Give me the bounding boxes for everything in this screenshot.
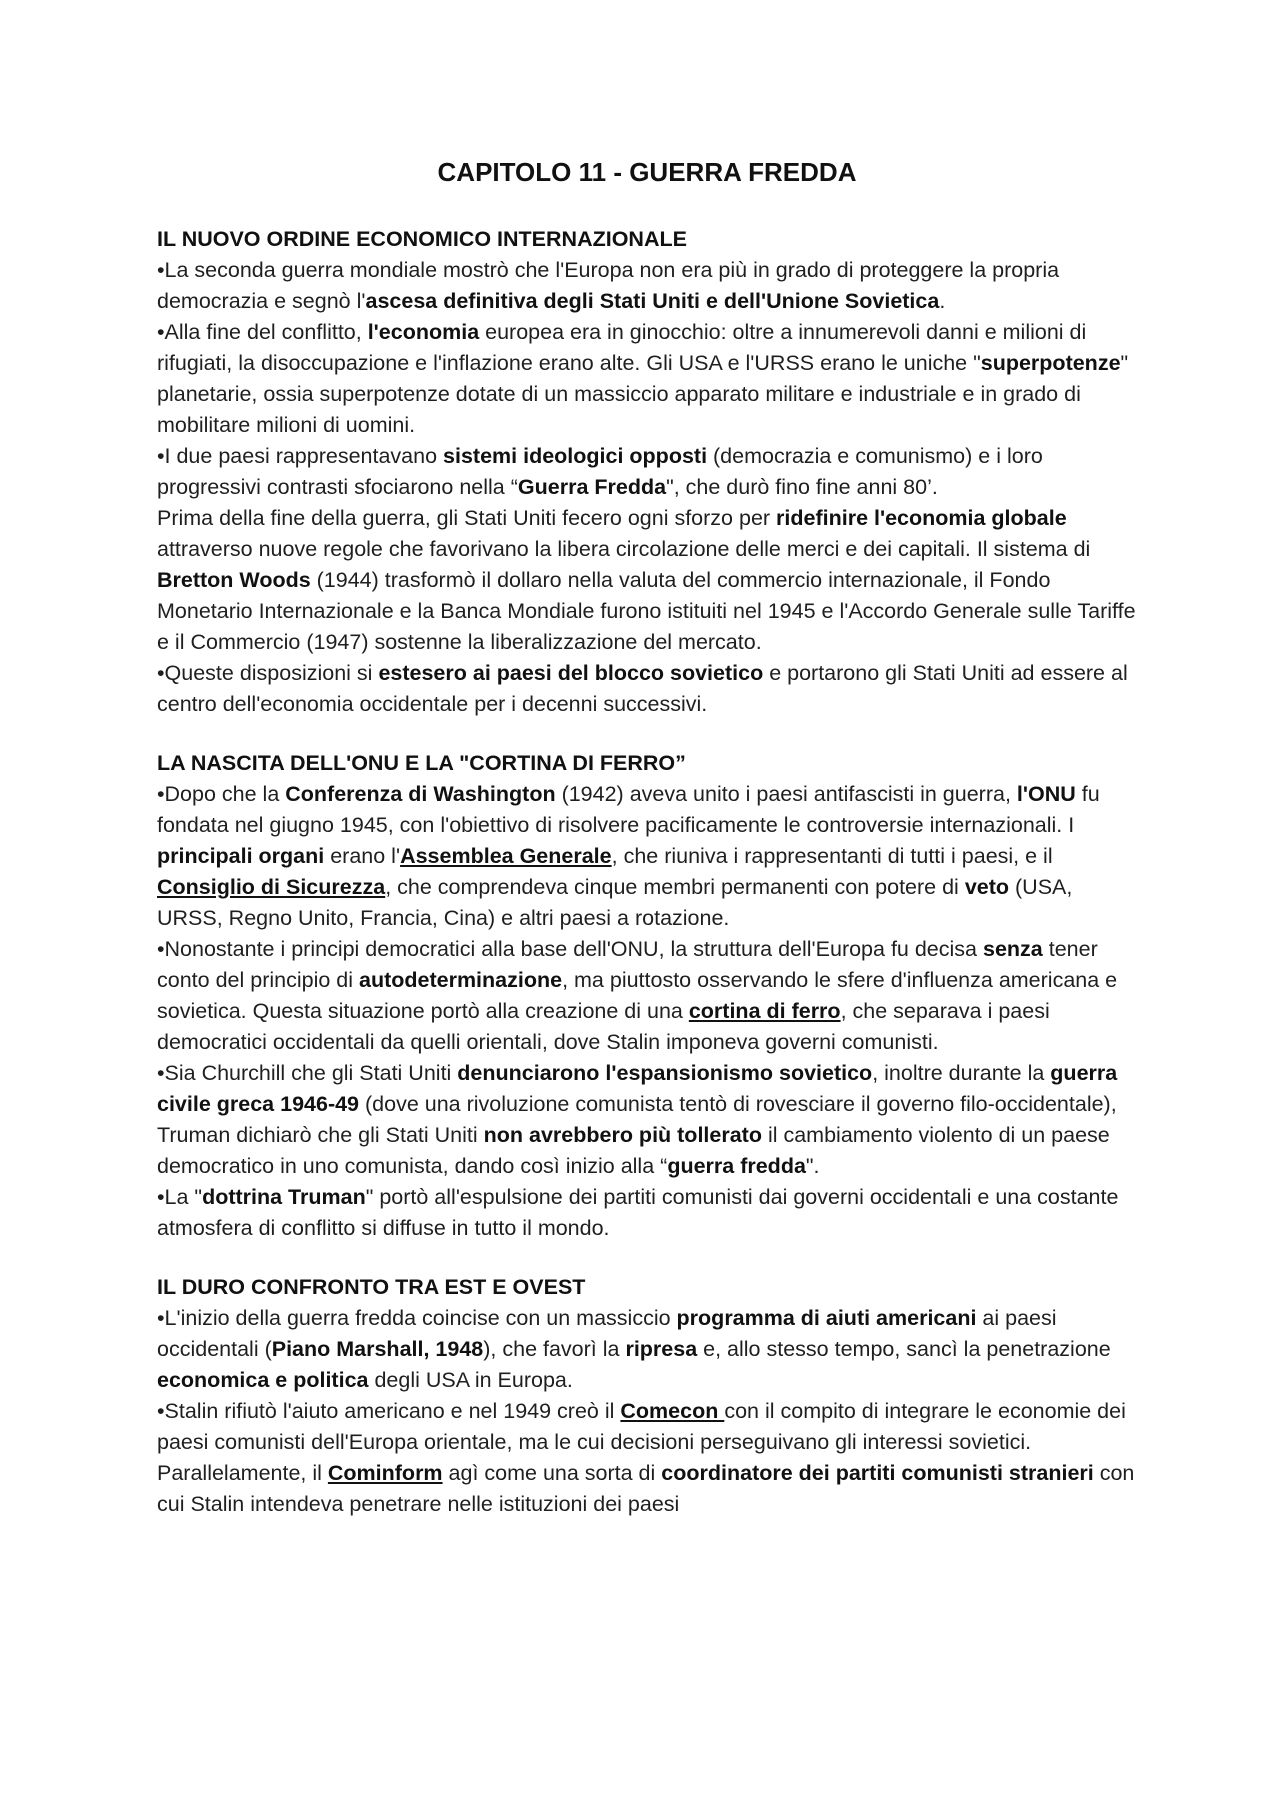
document-page [157,0,1137,1520]
underlined-bold-text: cortina di ferro [688,999,841,1023]
text-run: tener conto del principio di [157,937,1098,992]
text-run: •Alla fine del conflitto, [157,320,368,344]
text-run: (1942) aveva unito i paesi antifascisti in guerra, [555,782,1017,806]
text-run: fu fondata nel giugno 1945, con l'obiettivo di risolvere pacificamente le controversie internazionali. I [157,782,1100,837]
text-run: Prima della fine della guerra, gli Stati Uniti fecero ogni sforzo per [157,506,777,530]
text-run: il cambiamento violento di un paese democratico in uno comunista, dando così inizio alla “ [157,1123,1110,1178]
paragraph [157,934,1137,1058]
section-nuovo-ordine-economico [157,224,1137,720]
text-run: " planetarie, ossia superpotenze dotate di un massiccio apparato militare e industriale e in grado di mobilitare milioni di uomini. [157,351,1129,437]
bold-text: guerra civile greca 1946-49 [157,1061,1118,1116]
section-heading: IL DURO CONFRONTO TRA EST E OVEST [157,1275,586,1299]
text-run: •Queste disposizioni si [157,661,379,685]
section-heading: IL NUOVO ORDINE ECONOMICO INTERNAZIONALE [157,227,687,251]
paragraph [157,1396,1137,1520]
bold-text: principali organi [157,844,325,868]
text-run: •Stalin rifiutò l'aiuto americano e nel 1949 creò il [157,1399,621,1423]
paragraph [157,503,1137,658]
text-run: •I due paesi rappresentavano [157,444,444,468]
text-run: erano l' [324,844,401,868]
text-run: e portarono gli Stati Uniti ad essere al centro dell'economia occidentale per i decenni successivi. [157,661,1128,716]
paragraph [157,441,1137,503]
text-run: •Sia Churchill che gli Stati Uniti [157,1061,458,1085]
paragraph [157,1182,1137,1244]
text-run: . [939,289,946,313]
underlined-bold-text: Cominform [327,1461,443,1485]
paragraph [157,1058,1137,1182]
text-run: ". [805,1154,820,1178]
text-run: ), che favorì la [483,1337,626,1361]
bold-text: estesero ai paesi del blocco sovietico [378,661,764,685]
underlined-bold-text: Comecon [620,1399,725,1423]
text-run: ai paesi occidentali ( [157,1306,1057,1361]
bold-text: senza [982,937,1043,961]
bold-text: sistemi ideologici opposti [443,444,708,468]
section-confronto-est-ovest [157,1272,1137,1520]
text-run: (1944) trasformò il dollaro nella valuta del commercio internazionale, il Fondo Monetario Internazionale e la Banca Mondiale furono istituiti nel 1945 e l'Accordo Generale sulle Tariffe e il Commercio (1947) sostenne la liberalizzazione del mercato. [157,568,1136,654]
bold-text: superpotenze [980,351,1121,375]
text-run: con cui Stalin intendeva penetrare nelle istituzioni dei paesi [157,1461,1135,1516]
bold-text: ascesa definitiva degli Stati Uniti e dell'Unione Sovietica [365,289,940,313]
underlined-bold-text: Assemblea Generale [400,844,612,868]
bold-text: ridefinire l'economia globale [776,506,1067,530]
text-run: , che comprendeva cinque membri permanenti con potere di [385,875,965,899]
section-nascita-onu [157,748,1137,1244]
text-run: ", che durò fino fine anni 80’. [666,475,938,499]
text-run: e, allo stesso tempo, sancì la penetrazione [697,1337,1111,1361]
text-run: (dove una rivoluzione comunista tentò di rovesciare il governo filo-occidentale), Truman dichiarò che gli Stati Uniti [157,1092,1117,1147]
paragraph [157,255,1137,317]
text-run: •Nonostante i principi democratici alla base dell'ONU, la struttura dell'Europa fu decisa [157,937,983,961]
text-run: •Dopo che la [157,782,286,806]
text-run: , inoltre durante la [872,1061,1051,1085]
text-run: " portò all'espulsione dei partiti comunisti dai governi occidentali e una costante atmosfera di conflitto si diffuse in tutto il mondo. [157,1185,1119,1240]
text-run: agì come una sorta di [442,1461,662,1485]
text-run: (democrazia e comunismo) e i loro progressivi contrasti sfociarono nella “ [157,444,1043,499]
paragraph [157,317,1137,441]
section-heading: LA NASCITA DELL'ONU E LA "CORTINA DI FERRO” [157,751,686,775]
text-run: •L'inizio della guerra fredda coincise con un massiccio [157,1306,677,1330]
bold-text: autodeterminazione [358,968,563,992]
bold-text: programma di aiuti americani [676,1306,977,1330]
bold-text: dottrina Truman [202,1185,366,1209]
text-run: , ma piuttosto osservando le sfere d'influenza americana e sovietica. Questa situazione portò alla creazione di una [157,968,1118,1023]
bold-text: l'ONU [1016,782,1076,806]
paragraph [157,1303,1137,1396]
bold-text: economica e politica [157,1368,369,1392]
bold-text: Piano Marshall, 1948 [271,1337,484,1361]
text-run: , che separava i paesi democratici occidentali da quelli orientali, dove Stalin imponeva governi comunisti. [157,999,1050,1054]
paragraph [157,779,1137,934]
bold-text: guerra fredda [667,1154,806,1178]
text-run: •La " [157,1185,203,1209]
underlined-bold-text: Consiglio di Sicurezza [157,875,386,899]
paragraph [157,658,1137,720]
text-run: •La seconda guerra mondiale mostrò che l'Europa non era più in grado di proteggere la propria democrazia e segnò l' [157,258,1060,313]
page-title: CAPITOLO 11 - GUERRA FREDDA [437,157,857,187]
text-run: , che riuniva i rappresentanti di tutti i paesi, e il [611,844,1053,868]
bold-text: non avrebbero più tollerato [483,1123,762,1147]
bold-text: Bretton Woods [157,568,311,592]
text-run: degli USA in Europa. [368,1368,573,1392]
bold-text: l'economia [367,320,480,344]
bold-text: Guerra Fredda [517,475,667,499]
text-run: (USA, URSS, Regno Unito, Francia, Cina) e altri paesi a rotazione. [157,875,1073,930]
text-run: attraverso nuove regole che favorivano la libera circolazione delle merci e dei capitali. Il sistema di [157,537,1091,561]
bold-text: veto [964,875,1010,899]
bold-text: denunciarono l'espansionismo sovietico [457,1061,873,1085]
bold-text: Conferenza di Washington [285,782,556,806]
bold-text: coordinatore dei partiti comunisti stranieri [661,1461,1094,1485]
text-run: europea era in ginocchio: oltre a innumerevoli danni e milioni di rifugiati, la disoccupazione e l'inflazione erano alte. Gli USA e l'URSS erano le uniche " [157,320,1087,375]
text-run: con il compito di integrare le economie dei paesi comunisti dell'Europa orientale, ma le cui decisioni perseguivano gli interessi sovietici. Parallelamente, il [157,1399,1126,1485]
bold-text: ripresa [625,1337,698,1361]
